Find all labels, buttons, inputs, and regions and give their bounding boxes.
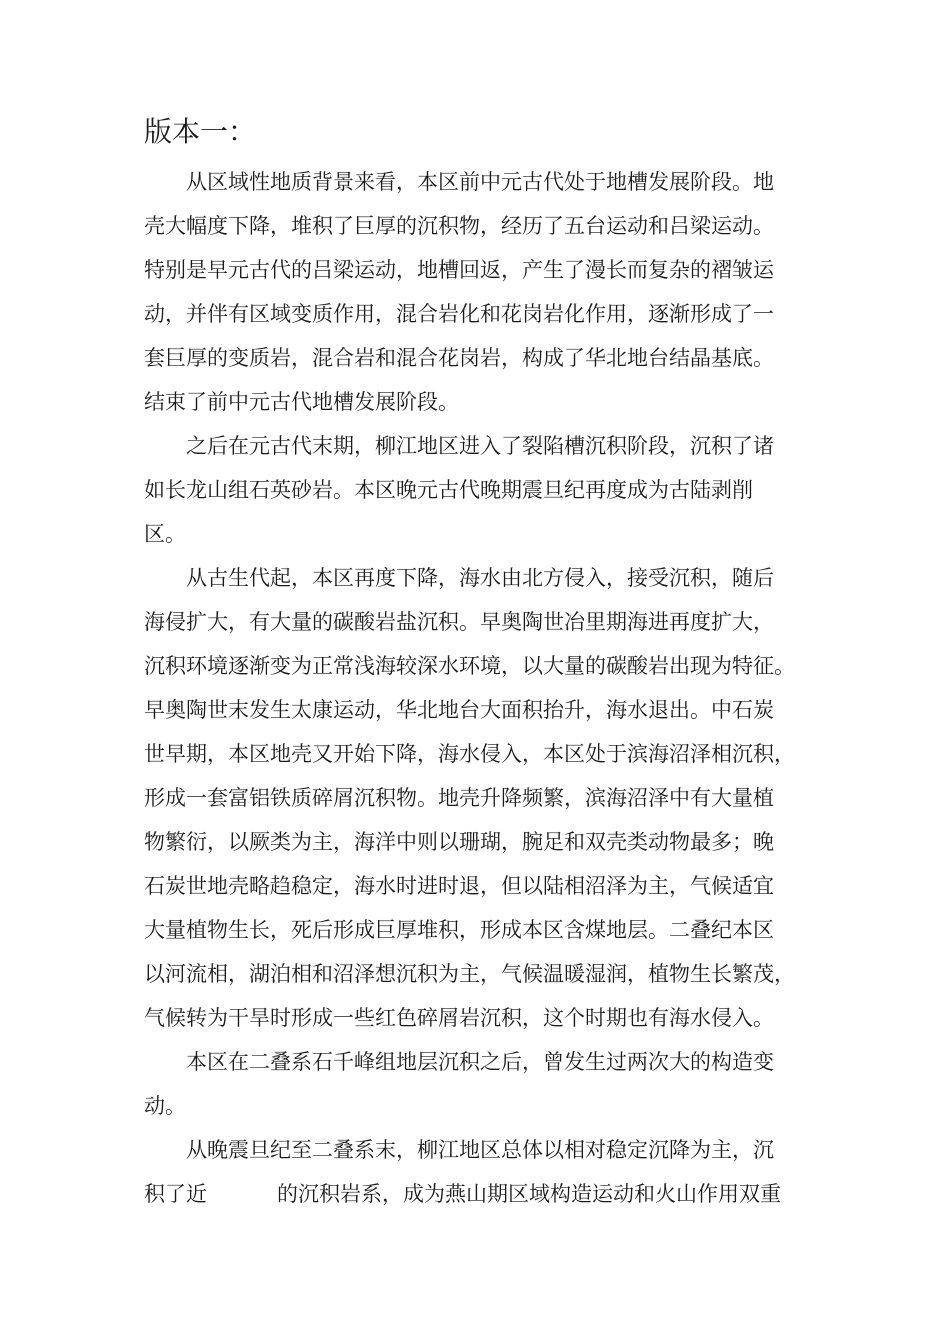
text-line: 动，并伴有区域变质作用，混合岩化和花岗岩化作用，逐渐形成了一 (144, 302, 774, 326)
text-line: 气候转为干旱时形成一些红色碎屑岩沉积，这个时期也有海水侵入。 (144, 1006, 774, 1030)
text-line: 套巨厚的变质岩，混合岩和混合花岗岩，构成了华北地台结晶基底。 (144, 346, 774, 370)
text-line: 特别是早元古代的吕梁运动，地槽回返，产生了漫长而复杂的褶皱运 (144, 258, 774, 282)
text-line: 结束了前中元古代地槽发展阶段。 (144, 390, 459, 414)
text-line: 以河流相，湖泊相和沼泽想沉积为主，气候温暖湿润，植物生长繁茂， (144, 962, 795, 986)
text-line: 壳大幅度下降，堆积了巨厚的沉积物，经历了五台运动和吕梁运动。 (144, 214, 774, 238)
text-line: 从区域性地质背景来看，本区前中元古代处于地槽发展阶段。地 (186, 170, 774, 194)
paragraph-1 (144, 160, 822, 424)
document-page (144, 112, 822, 1216)
text-line: 如长龙山组石英砂岩。本区晚元古代晚期震旦纪再度成为古陆剥削 (144, 478, 753, 502)
text-line: 世早期，本区地壳又开始下降，海水侵入，本区处于滨海沼泽相沉积， (144, 742, 795, 766)
text-line: 沉积环境逐渐变为正常浅海较深水环境，以大量的碳酸岩出现为特征。 (144, 654, 795, 678)
text-line: 石炭世地壳略趋稳定，海水时进时退，但以陆相沼泽为主，气候适宜 (144, 874, 774, 898)
paragraph-5 (144, 1128, 822, 1216)
text-segment: 积了近 (144, 1182, 207, 1206)
text-line: 早奥陶世末发生太康运动，华北地台大面积抬升，海水退出。中石炭 (144, 698, 774, 722)
text-line: 海侵扩大，有大量的碳酸岩盐沉积。早奥陶世冶里期海进再度扩大， (144, 610, 774, 634)
text-line: 大量植物生长，死后形成巨厚堆积，形成本区含煤地层。二叠纪本区 (144, 918, 774, 942)
paragraph-2 (144, 424, 822, 556)
text-line: 形成一套富铝铁质碎屑沉积物。地壳升降频繁，滨海沼泽中有大量植 (144, 786, 774, 810)
paragraph-3 (144, 556, 822, 1040)
text-line: 动。 (144, 1094, 186, 1118)
text-line: 本区在二叠系石千峰组地层沉积之后，曾发生过两次大的构造变 (186, 1050, 774, 1074)
text-line-with-gap (144, 1172, 822, 1216)
text-line: 从晚震旦纪至二叠系末，柳江地区总体以相对稳定沉降为主，沉 (186, 1138, 774, 1162)
text-line: 物繁衍，以厥类为主，海洋中则以珊瑚，腕足和双壳类动物最多；晚 (144, 830, 774, 854)
text-segment: 的沉积岩系，成为燕山期区域构造运动和火山作用双重 (277, 1182, 781, 1206)
text-line: 区。 (144, 522, 186, 546)
document-heading: 版本一： (144, 115, 257, 148)
text-line: 之后在元古代末期，柳江地区进入了裂陷槽沉积阶段，沉积了诸 (186, 434, 774, 458)
paragraph-4 (144, 1040, 822, 1128)
text-line: 从古生代起，本区再度下降，海水由北方侵入，接受沉积，随后 (186, 566, 774, 590)
